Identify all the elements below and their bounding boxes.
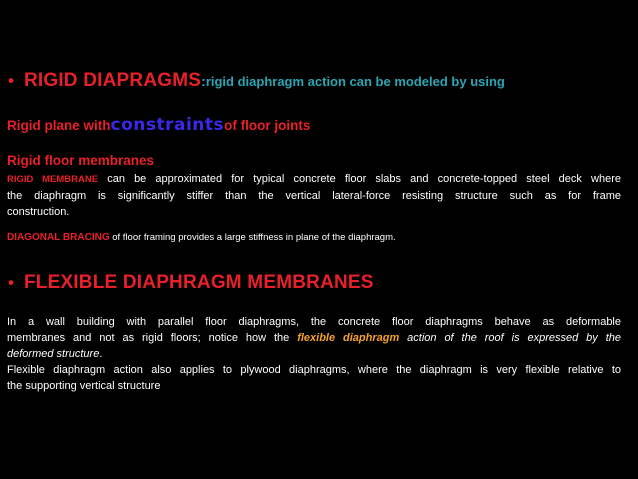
deformed-structure-text: deformed structure [7,348,100,360]
flexible-line-2-pre: membranes and not as rigid floors; notice how the [7,332,298,344]
rigid-membrane-paragraph [7,171,621,220]
constraints-word: constraints [110,115,225,135]
rigid-plane-line [7,115,310,135]
heading-colon: : [201,73,206,89]
bullet-icon: • [8,273,14,292]
flexible-line-5: the supporting vertical structure [7,380,161,392]
deformed-structure-period: . [99,348,103,360]
flexible-diaphragm-heading: FLEXIBLE DIAPHRAGM MEMBRANES [23,272,374,293]
flexible-line-2-post: action of the roof is expressed by the [399,332,621,344]
diagonal-bracing-tag: DIAGONAL BRACING [7,232,110,243]
rigid-plane-prefix: Rigid plane with [7,118,111,133]
rigid-floor-membranes-title: Rigid floor membranes [7,153,155,168]
rigid-membrane-line-3: construction. [7,206,70,218]
rigid-membrane-tag: RIGID MEMBRANE [7,174,99,185]
diagonal-bracing-line [7,232,396,243]
flexible-diaphragm-highlight: flexible diaphragm [297,332,400,344]
rigid-membrane-text-1: can be approximated for typical concrete floor slabs and concrete-topped steel deck where [98,173,621,185]
section-rigid-heading [8,70,505,92]
rigid-membrane-line-2: the diaphragm is significantly stiffer than the vertical lateral-force resisting structure such as for frame [7,190,621,202]
rigid-intro-text: rigid diaphragm action can be modeled by using [205,74,505,89]
flexible-line-3 [7,346,621,362]
bullet-icon: • [8,71,14,90]
flexible-paragraph [7,314,621,394]
section-flexible-heading [8,272,374,294]
rigid-plane-suffix: of floor joints [224,118,311,133]
flexible-line-2 [7,330,621,346]
flexible-line-1: In a wall building with parallel floor diaphragms, the concrete floor diaphragms behave as deformable [7,316,621,328]
diagonal-bracing-text: of floor framing provides a large stiffness in plane of the diaphragm. [109,232,396,243]
rigid-diaphragms-heading: RIGID DIAPRAGMS [23,70,202,91]
flexible-line-4: Flexible diaphragm action also applies to plywood diaphragms, where the diaphragm is very flexible relative to [7,364,621,376]
rigid-membrane-line-1 [7,171,621,188]
